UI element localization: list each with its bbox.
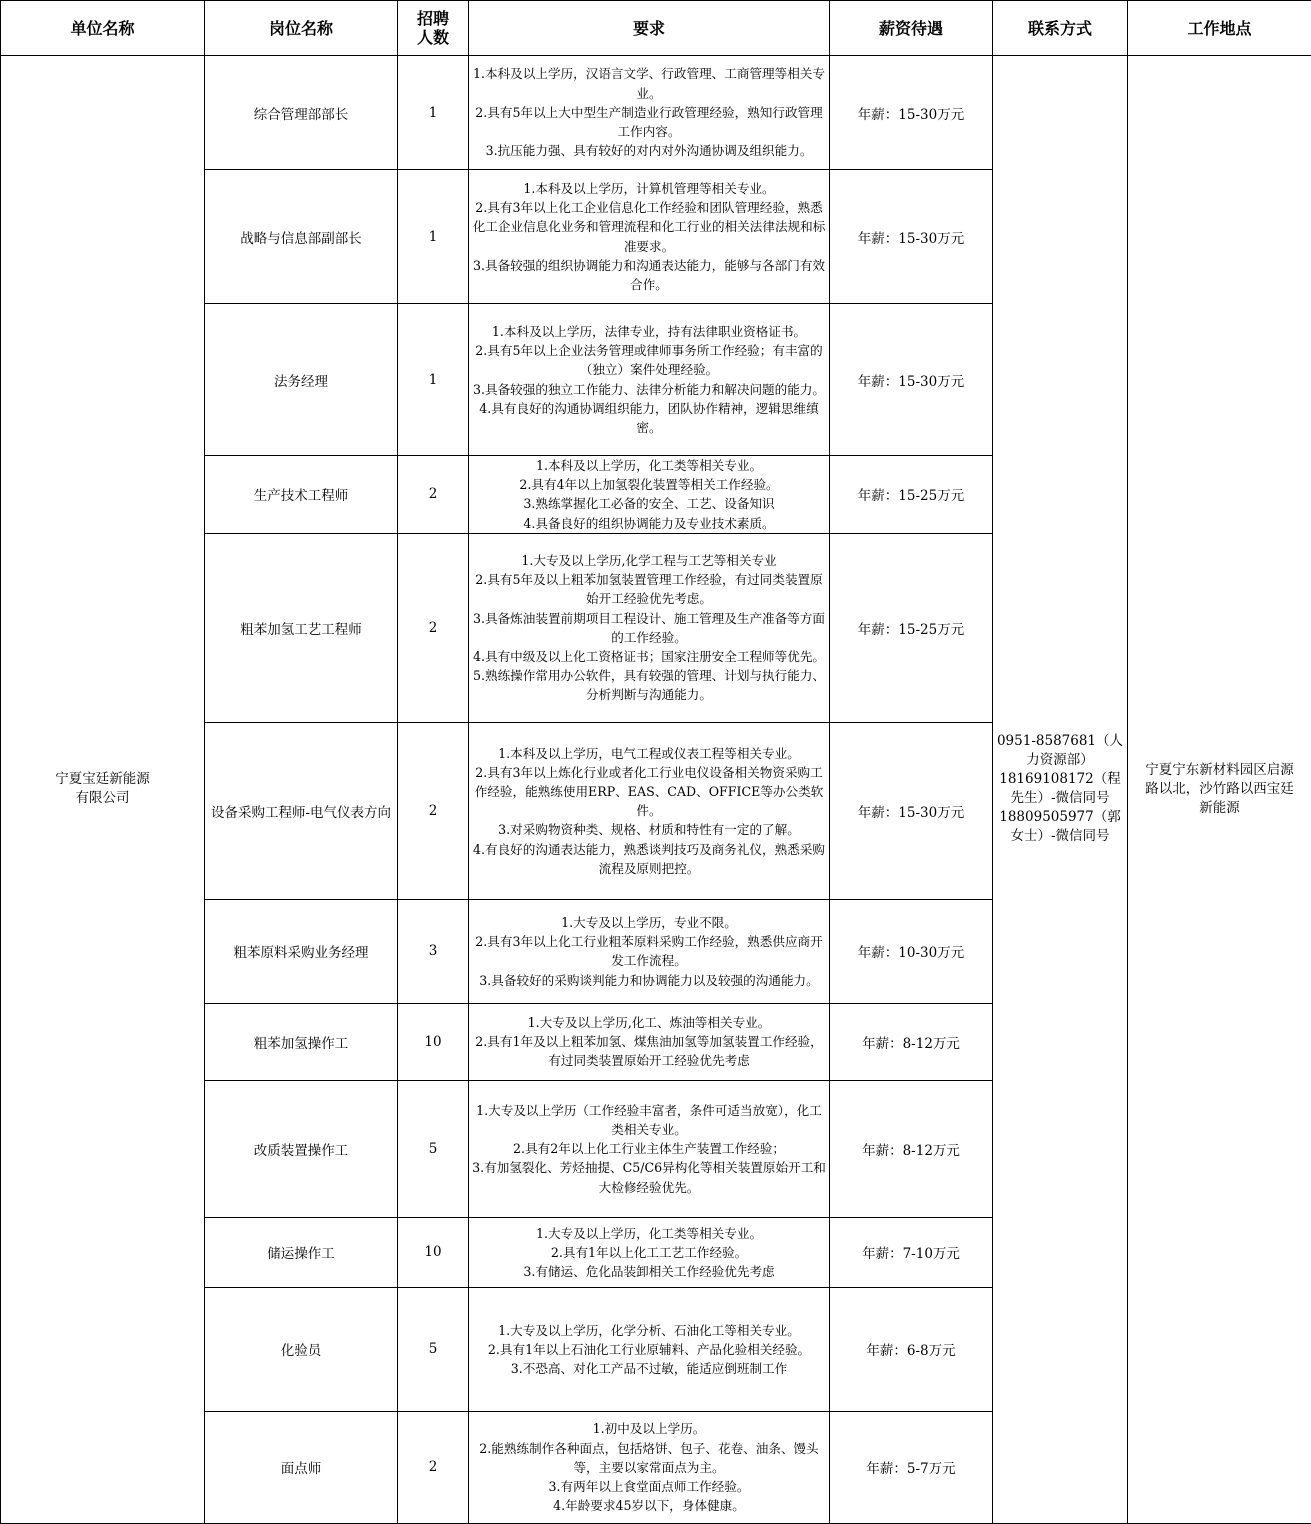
requirement-item: 3.熟练掌握化工必备的安全、工艺、设备知识 xyxy=(472,494,826,513)
header-salary: 薪资待遇 xyxy=(830,1,993,56)
requirement-item: 3.对采购物资种类、规格、材质和特性有一定的了解。 xyxy=(472,820,826,839)
contact-line: 力资源部） xyxy=(1026,752,1094,768)
requirements xyxy=(469,533,830,722)
requirements xyxy=(469,1217,830,1287)
headcount: 1 xyxy=(398,170,469,304)
requirement-item: 3.具备炼油装置前期项目工程设计、施工管理及生产准备等方面的工作经验。 xyxy=(472,609,826,647)
requirements xyxy=(469,1003,830,1080)
requirement-item: 3.具备较好的采购谈判能力和协调能力以及较强的沟通能力。 xyxy=(472,971,826,990)
headcount: 10 xyxy=(398,1217,469,1287)
header-position: 岗位名称 xyxy=(205,1,398,56)
salary: 年薪：8-12万元 xyxy=(830,1003,993,1080)
position-name: 粗苯加氢工艺工程师 xyxy=(205,533,398,722)
location-line: 路以北，沙竹路以西宝廷 xyxy=(1145,781,1294,797)
table-row xyxy=(1,56,1311,170)
salary: 年薪：10-30万元 xyxy=(830,899,993,1003)
position-name: 综合管理部部长 xyxy=(205,56,398,170)
requirement-item: 1.大专及以上学历,化学工程与工艺等相关专业 xyxy=(472,551,826,570)
requirement-item: 2.具有1年及以上粗苯加氢、煤焦油加氢等加氢装置工作经验，有过同类装置原始开工经验优先考虑 xyxy=(472,1032,826,1070)
header-row xyxy=(1,1,1311,56)
requirement-item: 2.具有5年及以上粗苯加氢装置管理工作经验，有过同类装置原始开工经验优先考虑。 xyxy=(472,570,826,608)
position-name: 法务经理 xyxy=(205,304,398,456)
contact-line: 18169108172（程 xyxy=(999,771,1120,787)
requirements xyxy=(469,56,830,170)
requirement-item: 1.大专及以上学历，化工类等相关专业。 xyxy=(472,1224,826,1243)
contact-line: 0951-8587681（人 xyxy=(997,733,1123,749)
requirements xyxy=(469,170,830,304)
requirement-item: 2.具有4年以上加氢裂化装置等相关工作经验。 xyxy=(472,475,826,494)
requirements xyxy=(469,304,830,456)
requirement-item: 1.本科及以上学历，法律专业，持有法律职业资格证书。 xyxy=(472,322,826,341)
header-contact: 联系方式 xyxy=(993,1,1128,56)
requirements xyxy=(469,1080,830,1217)
requirement-item: 2.具有5年以上企业法务管理或律师事务所工作经验；有丰富的（独立）案件处理经验。 xyxy=(472,341,826,379)
position-name: 改质装置操作工 xyxy=(205,1080,398,1217)
salary: 年薪：7-10万元 xyxy=(830,1217,993,1287)
location-line: 宁夏宁东新材料园区启源 xyxy=(1145,762,1294,778)
header-requirements: 要求 xyxy=(469,1,830,56)
requirement-item: 4.年龄要求45岁以下，身体健康。 xyxy=(472,1496,826,1515)
salary: 年薪：15-25万元 xyxy=(830,456,993,534)
requirement-item: 3.有储运、危化品装卸相关工作经验优先考虑 xyxy=(472,1262,826,1281)
requirement-item: 1.本科及以上学历，汉语言文学、行政管理、工商管理等相关专业。 xyxy=(472,64,826,102)
headcount: 5 xyxy=(398,1080,469,1217)
requirement-item: 2.具有3年以上炼化行业或者化工行业电仪设备相关物资采购工作经验，能熟练使用ERP、EAS、CAD、OFFICE等办公类软件。 xyxy=(472,763,826,821)
headcount: 1 xyxy=(398,56,469,170)
headcount: 5 xyxy=(398,1287,469,1411)
requirement-item: 4.具有中级及以上化工资格证书；国家注册安全工程师等优先。 xyxy=(472,647,826,666)
header-count-line1: 招聘 xyxy=(417,9,449,28)
headcount: 2 xyxy=(398,533,469,722)
contact-info xyxy=(993,56,1128,1524)
salary: 年薪：6-8万元 xyxy=(830,1287,993,1411)
requirement-item: 2.具有1年以上石油化工行业原辅料、产品化验相关经验。 xyxy=(472,1340,826,1359)
requirement-item: 3.有两年以上食堂面点师工作经验。 xyxy=(472,1477,826,1496)
requirement-item: 3.具备较强的独立工作能力、法律分析能力和解决问题的能力。 xyxy=(472,380,826,399)
position-name: 战略与信息部副部长 xyxy=(205,170,398,304)
requirement-item: 1.初中及以上学历。 xyxy=(472,1419,826,1438)
requirement-item: 2.具有2年以上化工行业主体生产装置工作经验； xyxy=(472,1139,826,1158)
salary: 年薪：15-30万元 xyxy=(830,170,993,304)
salary: 年薪：15-25万元 xyxy=(830,533,993,722)
salary: 年薪：15-30万元 xyxy=(830,304,993,456)
requirement-item: 2.具有3年以上化工企业信息化工作经验和团队管理经验，熟悉化工企业信息化业务和管理流程和化工行业的相关法律法规和标准要求。 xyxy=(472,198,826,256)
header-unit: 单位名称 xyxy=(1,1,205,56)
salary: 年薪：15-30万元 xyxy=(830,56,993,170)
requirement-item: 3.具备较强的组织协调能力和沟通表达能力，能够与各部门有效合作。 xyxy=(472,256,826,294)
contact-line: 18809505977（郭 xyxy=(999,809,1120,825)
salary: 年薪：5-7万元 xyxy=(830,1411,993,1523)
headcount: 2 xyxy=(398,456,469,534)
salary: 年薪：8-12万元 xyxy=(830,1080,993,1217)
contact-line: 先生）-微信同号 xyxy=(1010,790,1109,806)
requirements xyxy=(469,899,830,1003)
requirement-item: 3.有加氢裂化、芳烃抽提、C5/C6异构化等相关装置原始开工和大检修经验优先。 xyxy=(472,1158,826,1196)
headcount: 2 xyxy=(398,722,469,899)
requirement-item: 1.大专及以上学历,化工、炼油等相关专业。 xyxy=(472,1013,826,1032)
requirement-item: 4.具备良好的组织协调能力及专业技术素质。 xyxy=(472,514,826,533)
header-count-line2: 人数 xyxy=(417,28,449,47)
requirements xyxy=(469,456,830,534)
position-name: 设备采购工程师-电气仪表方向 xyxy=(205,722,398,899)
requirement-item: 1.大专及以上学历，专业不限。 xyxy=(472,913,826,932)
requirement-item: 4.具有良好的沟通协调组织能力，团队协作精神，逻辑思维缜密。 xyxy=(472,399,826,437)
location-line: 新能源 xyxy=(1199,800,1240,816)
requirement-item: 1.本科及以上学历，化工类等相关专业。 xyxy=(472,456,826,475)
position-name: 生产技术工程师 xyxy=(205,456,398,534)
requirements xyxy=(469,1287,830,1411)
position-name: 储运操作工 xyxy=(205,1217,398,1287)
position-name: 粗苯原料采购业务经理 xyxy=(205,899,398,1003)
position-name: 面点师 xyxy=(205,1411,398,1523)
company-name-line: 有限公司 xyxy=(76,790,130,806)
company-name xyxy=(1,56,205,1524)
requirements xyxy=(469,1411,830,1523)
headcount: 1 xyxy=(398,304,469,456)
requirement-item: 5.熟练操作常用办公软件，具有较强的管理、计划与执行能力、分析判断与沟通能力。 xyxy=(472,666,826,704)
requirement-item: 2.能熟练制作各种面点，包括烙饼、包子、花卷、油条、馒头等，主要以家常面点为主。 xyxy=(472,1439,826,1477)
salary: 年薪：15-30万元 xyxy=(830,722,993,899)
requirement-item: 2.具有1年以上化工工艺工作经验。 xyxy=(472,1243,826,1262)
requirement-item: 1.大专及以上学历（工作经验丰富者，条件可适当放宽），化工类相关专业。 xyxy=(472,1101,826,1139)
requirement-item: 1.本科及以上学历，电气工程或仪表工程等相关专业。 xyxy=(472,744,826,763)
requirement-item: 2.具有3年以上化工行业粗苯原料采购工作经验，熟悉供应商开发工作流程。 xyxy=(472,932,826,970)
header-location: 工作地点 xyxy=(1128,1,1311,56)
headcount: 10 xyxy=(398,1003,469,1080)
requirement-item: 1.大专及以上学历，化学分析、石油化工等相关专业。 xyxy=(472,1321,826,1340)
header-count xyxy=(398,1,469,56)
company-name-line: 宁夏宝廷新能源 xyxy=(55,771,150,787)
headcount: 2 xyxy=(398,1411,469,1523)
requirements xyxy=(469,722,830,899)
headcount: 3 xyxy=(398,899,469,1003)
requirement-item: 4.有良好的沟通表达能力，熟悉谈判技巧及商务礼仪，熟悉采购流程及原则把控。 xyxy=(472,840,826,878)
position-name: 化验员 xyxy=(205,1287,398,1411)
contact-line: 女士）-微信同号 xyxy=(1010,828,1109,844)
requirement-item: 3.不恐高、对化工产品不过敏，能适应倒班制工作 xyxy=(472,1359,826,1378)
position-name: 粗苯加氢操作工 xyxy=(205,1003,398,1080)
requirement-item: 3.抗压能力强、具有较好的对内对外沟通协调及组织能力。 xyxy=(472,141,826,160)
requirement-item: 2.具有5年以上大中型生产制造业行政管理经验，熟知行政管理工作内容。 xyxy=(472,103,826,141)
work-location xyxy=(1128,56,1311,1524)
requirement-item: 1.本科及以上学历，计算机管理等相关专业。 xyxy=(472,179,826,198)
